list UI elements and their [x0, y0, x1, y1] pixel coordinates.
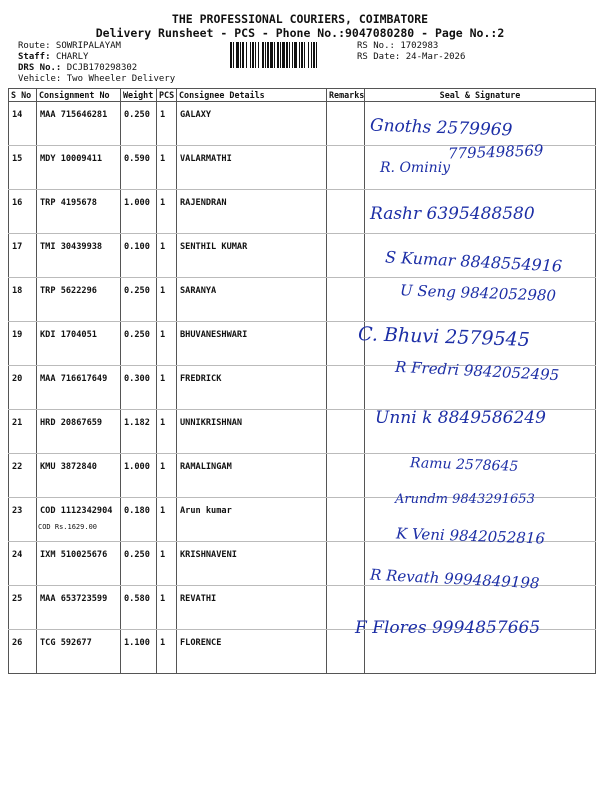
- staff-line: [18, 52, 88, 63]
- sheet-title: THE PROFESSIONAL COURIERS, COIMBATORE: [171, 12, 429, 26]
- sno-text: 17: [12, 242, 23, 252]
- consignee-text: RAJENDRAN: [180, 198, 227, 208]
- pcs-text: 1: [160, 594, 166, 604]
- consignee-text: Arun kumar: [180, 506, 232, 516]
- consignee-text: SENTHIL KUMAR: [180, 242, 248, 252]
- pcs-cell: [157, 278, 177, 322]
- pcs-text: 1: [160, 506, 166, 516]
- pcs-text: 1: [160, 154, 166, 164]
- pcs-cell: [157, 234, 177, 278]
- sno-text: 16: [12, 198, 23, 208]
- remarks-cell: [327, 278, 365, 322]
- sno-cell: [9, 410, 37, 454]
- barcode-bar: [316, 42, 317, 68]
- consignment-text: KDI 1704051: [40, 330, 97, 340]
- consignment-cell: [37, 542, 121, 586]
- consignment-cell: [37, 102, 121, 146]
- weight-text: 0.250: [124, 550, 150, 560]
- signature-15: R. Ominiy: [380, 160, 451, 176]
- weight-text: 0.580: [124, 594, 150, 604]
- consignee-cell: [177, 102, 327, 146]
- sno-text: 15: [12, 154, 23, 164]
- consignee-text: FLORENCE: [180, 638, 222, 648]
- pcs-text: 1: [160, 198, 166, 208]
- remarks-cell: [327, 410, 365, 454]
- weight-cell: [121, 146, 157, 190]
- sno-cell: [9, 146, 37, 190]
- consignment-cell: [37, 322, 121, 366]
- consignee-cell: [177, 410, 327, 454]
- weight-cell: [121, 102, 157, 146]
- weight-cell: [121, 410, 157, 454]
- sno-cell: [9, 542, 37, 586]
- sno-text: 19: [12, 330, 23, 340]
- col-pcs: PCS: [157, 89, 177, 102]
- remarks-cell: [327, 234, 365, 278]
- pcs-cell: [157, 410, 177, 454]
- consignment-text: IXM 510025676: [40, 550, 108, 560]
- sno-text: 23: [12, 506, 23, 516]
- sno-text: 20: [12, 374, 23, 384]
- signature-19: C. Bhuvi 2579545: [357, 323, 531, 351]
- pcs-text: 1: [160, 286, 166, 296]
- pcs-cell: [157, 630, 177, 674]
- remarks-cell: [327, 102, 365, 146]
- col-remarks: Remarks: [327, 89, 365, 102]
- sno-text: 18: [12, 286, 23, 296]
- pcs-cell: [157, 498, 177, 542]
- weight-cell: [121, 190, 157, 234]
- remarks-cell: [327, 542, 365, 586]
- remarks-cell: [327, 366, 365, 410]
- consignee-text: BHUVANESHWARI: [180, 330, 248, 340]
- route-line: Route: SOWRIPALAYAM: [18, 41, 121, 51]
- weight-cell: [121, 630, 157, 674]
- consignee-text: GALAXY: [180, 110, 212, 120]
- signature-24: K Veni 9842052816: [395, 524, 546, 548]
- signature-15-phone: 7795498569: [447, 141, 544, 163]
- sno-cell: [9, 190, 37, 234]
- pcs-text: 1: [160, 374, 166, 384]
- consignment-text: COD 1112342904: [40, 506, 113, 516]
- consignment-text: MDY 10009411: [40, 154, 103, 164]
- pcs-cell: [157, 542, 177, 586]
- remarks-cell: [327, 146, 365, 190]
- consignment-text: HRD 20867659: [40, 418, 103, 428]
- pcs-cell: [157, 454, 177, 498]
- consignee-cell: [177, 630, 327, 674]
- consignment-cell: [37, 366, 121, 410]
- consignment-cell: [37, 630, 121, 674]
- pcs-text: 1: [160, 110, 166, 120]
- staff-label: Staff:: [18, 52, 51, 62]
- weight-text: 0.590: [124, 154, 150, 164]
- pcs-text: 1: [160, 638, 166, 648]
- sno-text: 25: [12, 594, 23, 604]
- consignment-cell: [37, 234, 121, 278]
- consignment-cell: [37, 410, 121, 454]
- consignee-text: KRISHNAVENI: [180, 550, 237, 560]
- staff-value: CHARLY: [55, 52, 89, 62]
- vehicle-line: Vehicle: Two Wheeler Delivery: [18, 74, 176, 84]
- consignment-text: TMI 30439938: [40, 242, 103, 252]
- weight-cell: [121, 278, 157, 322]
- consignment-text: TCG 592677: [40, 638, 92, 648]
- consignee-text: REVATHI: [180, 594, 217, 604]
- consignee-text: RAMALINGAM: [180, 462, 232, 472]
- sno-cell: [9, 366, 37, 410]
- consignee-text: VALARMATHI: [180, 154, 232, 164]
- weight-text: 0.250: [124, 286, 150, 296]
- signature-14: Gnoths 2579969: [369, 115, 513, 141]
- consignee-text: SARANYA: [180, 286, 217, 296]
- sno-text: 22: [12, 462, 23, 472]
- sno-cell: [9, 498, 37, 542]
- pcs-text: 1: [160, 550, 166, 560]
- weight-text: 0.100: [124, 242, 150, 252]
- pcs-text: 1: [160, 242, 166, 252]
- sno-cell: [9, 586, 37, 630]
- col-consignee: Consignee Details: [177, 89, 327, 102]
- consignment-text: MAA 715646281: [40, 110, 108, 120]
- consignee-cell: [177, 190, 327, 234]
- pcs-cell: [157, 322, 177, 366]
- consignee-cell: [177, 498, 327, 542]
- pcs-cell: [157, 586, 177, 630]
- rs-number: RS No.: 1702983: [357, 41, 439, 51]
- weight-text: 1.100: [124, 638, 150, 648]
- sno-cell: [9, 234, 37, 278]
- signature-25: R Revath 9994849198: [369, 565, 540, 593]
- sno-text: 14: [12, 110, 23, 120]
- consignee-cell: [177, 366, 327, 410]
- weight-text: 0.250: [124, 110, 150, 120]
- pcs-cell: [157, 366, 177, 410]
- weight-cell: [121, 366, 157, 410]
- sno-text: 26: [12, 638, 23, 648]
- consignee-cell: [177, 146, 327, 190]
- consignee-cell: [177, 454, 327, 498]
- sno-cell: [9, 322, 37, 366]
- consignee-cell: [177, 234, 327, 278]
- remarks-cell: [327, 498, 365, 542]
- consignee-cell: [177, 542, 327, 586]
- consignment-text: MAA 716617649: [40, 374, 108, 384]
- consignment-text: MAA 653723599: [40, 594, 108, 604]
- pcs-text: 1: [160, 330, 166, 340]
- consignment-text: TRP 4195678: [40, 198, 97, 208]
- weight-cell: [121, 586, 157, 630]
- pcs-text: 1: [160, 418, 166, 428]
- pcs-cell: [157, 146, 177, 190]
- signature-20: R Fredri 9842052495: [394, 357, 560, 385]
- consignment-cell: [37, 498, 121, 542]
- consignee-cell: [177, 586, 327, 630]
- consignee-text: FREDRICK: [180, 374, 222, 384]
- weight-cell: [121, 498, 157, 542]
- cod-amount: COD Rs.1629.00: [38, 523, 98, 531]
- col-signature: Seal & Signature: [365, 89, 596, 102]
- remarks-cell: [327, 190, 365, 234]
- pcs-text: 1: [160, 462, 166, 472]
- weight-text: 0.300: [124, 374, 150, 384]
- signature-22: Ramu 2578645: [409, 455, 519, 475]
- signature-23: Arundm 9843291653: [395, 492, 535, 507]
- sheet-subtitle: Delivery Runsheet - PCS - Phone No.:9047080280 - Page No.:2: [95, 26, 505, 40]
- weight-text: 1.000: [124, 198, 150, 208]
- weight-cell: [121, 234, 157, 278]
- sno-cell: [9, 454, 37, 498]
- consignment-text: TRP 5622296: [40, 286, 97, 296]
- weight-text: 0.180: [124, 506, 150, 516]
- consignment-cell: [37, 146, 121, 190]
- rs-date: RS Date: 24-Mar-2026: [357, 52, 466, 62]
- drs-value: DCJB170298302: [66, 63, 138, 73]
- consignment-cell: [37, 190, 121, 234]
- consignee-cell: [177, 322, 327, 366]
- sno-text: 24: [12, 550, 23, 560]
- weight-text: 0.250: [124, 330, 150, 340]
- weight-cell: [121, 542, 157, 586]
- weight-cell: [121, 454, 157, 498]
- sno-cell: [9, 102, 37, 146]
- pcs-cell: [157, 190, 177, 234]
- signature-21: Unni k 8849586249: [375, 408, 546, 428]
- weight-cell: [121, 322, 157, 366]
- col-sno: S No: [9, 89, 37, 102]
- consignee-cell: [177, 278, 327, 322]
- sno-cell: [9, 630, 37, 674]
- barcode: [230, 42, 354, 68]
- consignment-cell: [37, 278, 121, 322]
- drs-line: [18, 63, 137, 74]
- signature-16: Rashr 6395488580: [370, 204, 535, 224]
- signature-17: S Kumar 8848554916: [384, 247, 563, 276]
- signature-18: U Seng 9842052980: [399, 281, 557, 305]
- consignment-cell: [37, 586, 121, 630]
- sno-text: 21: [12, 418, 23, 428]
- col-weight: Weight: [121, 89, 157, 102]
- consignment-cell: [37, 454, 121, 498]
- table-header-row: [9, 89, 596, 102]
- pcs-cell: [157, 102, 177, 146]
- sno-cell: [9, 278, 37, 322]
- weight-text: 1.000: [124, 462, 150, 472]
- drs-label: DRS No.:: [18, 63, 62, 73]
- consignee-text: UNNIKRISHNAN: [180, 418, 243, 428]
- weight-text: 1.182: [124, 418, 150, 428]
- consignment-text: KMU 3872840: [40, 462, 97, 472]
- rs-info: [357, 41, 465, 63]
- remarks-cell: [327, 454, 365, 498]
- col-consignment: Consignment No: [37, 89, 121, 102]
- signature-26: F Flores 9994857665: [355, 618, 541, 638]
